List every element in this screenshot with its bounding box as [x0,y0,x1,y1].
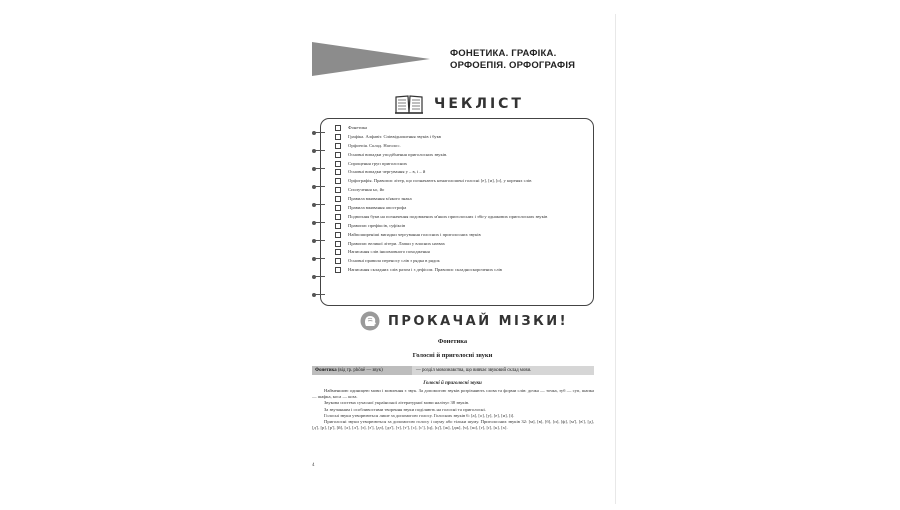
chapter-title-line2: ОРФОЕПІЯ. ОРФОГРАФІЯ [450,60,576,71]
checklist-items [335,125,589,276]
checklist-item: Спрощення груп приголосних [335,161,589,167]
checkbox[interactable] [335,169,341,175]
checkbox[interactable] [335,152,341,158]
checklist-item: Орфоепія. Склад. Наголос. [335,143,589,149]
checklist-item: Написання складних слів разом і з дефісом. Правопис складноскорочених слів [335,267,589,273]
checkbox[interactable] [335,232,341,238]
binder-ring [312,221,324,225]
definition-term: Фонетика [315,368,337,373]
checklist-item: Фонетика [335,125,589,131]
book-page [290,14,616,504]
brain-heading: ПРОКАЧАЙ МІЗКИ! [388,313,569,329]
body-heading: Голосні й приголосні звуки [423,381,482,386]
binder-ring [312,293,324,297]
checkbox[interactable] [335,249,341,255]
checklist-item: Сполучення ьо, йо [335,187,589,193]
checklist-item: Графіка. Алфавіт. Співвідношення звуків і букв [335,134,589,140]
checkbox[interactable] [335,258,341,264]
binder-ring [312,149,324,153]
checkbox[interactable] [335,223,341,229]
binder-ring [312,275,324,279]
checkbox[interactable] [335,161,341,167]
definition-origin: (від гр. phōnē — звук) [337,368,383,373]
body-paragraph: За звучанням і особливостями творення звуки поділяють на голосні та приголосні. [324,406,486,412]
body-text [312,388,594,431]
body-paragraph: Звукова система сучасної української літературної мови налічує 38 звуків. [324,400,470,406]
body-paragraph: Голосні звуки утворюються лише за допомогою голосу. Голосних звуків 6: [а], [о], [у], [е], [и], [і]. [324,412,515,418]
definition-term-box [312,366,412,375]
checkbox[interactable] [335,125,341,131]
binder-ring [312,239,324,243]
chapter-triangle-decoration [312,42,430,76]
checkbox[interactable] [335,134,341,140]
section-title: Фонетика [437,338,468,345]
definition-bar [312,366,594,375]
binder-ring [312,167,324,171]
body-paragraph: Найменшою одиницею мови і мовлення є звук. За допомогою звуків розрізняють слова та форми слів: дочка — точка, зуб — суп, шапка — шафка, коса — коза. [312,388,594,400]
checklist-item: Основні випадки уподібнення приголосних звуків. [335,152,589,158]
chapter-title-line1: ФОНЕТИКА. ГРАФІКА. [450,48,557,59]
checkbox[interactable] [335,241,341,247]
checklist-header [394,92,524,116]
section-subtitle: Голосні й приголосні звуки [412,352,493,359]
open-book-icon [394,93,424,115]
checklist-item: Правила вживання апострофа [335,205,589,211]
brain-header [360,311,568,331]
checklist-item: Правила вживання м'якого знака [335,196,589,202]
definition-text: — розділ мовознавства, що вивчає звуковий склад мови. [416,368,532,373]
checkbox[interactable] [335,178,341,184]
checklist-item: Написання слів іншомовного походження [335,249,589,255]
checklist-item: Основні правила переносу слів з рядка в рядок [335,258,589,264]
body-paragraph: Приголосні звуки утворюються за допомогою голосу і шуму або тільки шуму. Приголосних звуків 32: [м], [в], [б], [п], [ф], [м'], [в'], [д], [д'], [р], [р'], [й], [л], [л'], [з], [з'], [дз], [дз'], [т], [т'], [с], [с'], [ц], [ц'], [ж], [дж], [ч], [ш], [г], [ґ], [к], [х]. [312,419,594,431]
checklist-item: Правопис великої літери. Лапки у власних назвах [335,241,589,247]
checklist-item: Подвоєння букв на позначення подовжених м'яких приголосних і збігу однакових приголосних звуків [335,214,589,220]
checkbox[interactable] [335,214,341,220]
brain-head-icon [360,311,380,331]
binder-ring [312,131,324,135]
binder-ring [312,203,324,207]
checkbox[interactable] [335,196,341,202]
checkbox[interactable] [335,187,341,193]
checkbox[interactable] [335,205,341,211]
checklist-box [320,118,594,306]
binder-ring [312,185,324,189]
checklist-item: Основні випадки чергування у – в, і – й [335,169,589,175]
binder-ring [312,257,324,261]
checklist-heading: ЧЕКЛІСТ [434,96,524,112]
chapter-title [450,48,610,72]
checklist-item: Орфографія. Правопис літер, що позначають ненаголошені голосні [е], [и], [о], у коренях слів [335,178,589,184]
checklist-item: Правопис префіксів, суфіксів [335,223,589,229]
page-number: 4 [312,463,315,468]
checklist-item: Найпоширеніші випадки чергування голосних і приголосних звуків [335,232,589,238]
checkbox[interactable] [335,267,341,273]
checkbox[interactable] [335,143,341,149]
